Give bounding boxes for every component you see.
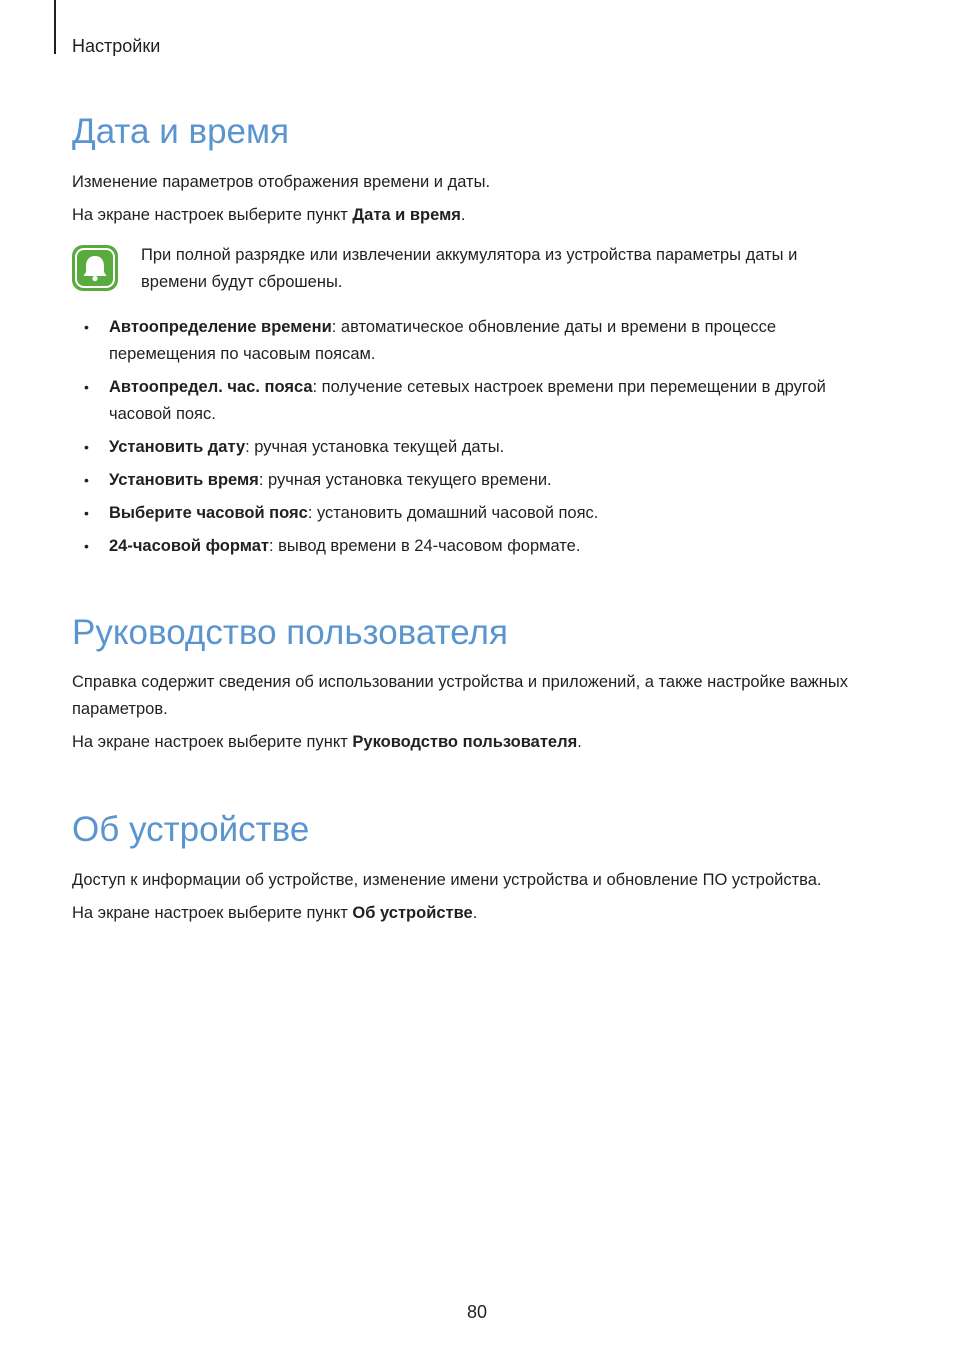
option-description: : вывод времени в 24-часовом формате. (269, 537, 581, 555)
option-item (72, 374, 882, 428)
note-text: При полной разрядке или извлечении аккумулятора из устройства параметры даты и времени будут сброшены. (141, 246, 798, 291)
instruction-target: Об устройстве (352, 904, 473, 922)
about-device-title: Об устройстве (72, 810, 310, 849)
option-item (72, 500, 882, 527)
option-item (72, 434, 882, 461)
instruction-prefix: На экране настроек выберите пункт (72, 904, 353, 922)
bullet-dot: • (84, 319, 89, 335)
about-device-instruction (72, 900, 882, 927)
option-item (72, 467, 882, 494)
option-description: : получение сетевых настроек времени при перемещении в другой часовой пояс. (109, 378, 826, 423)
option-name: Выберите часовой пояс (109, 504, 308, 522)
instruction-prefix: На экране настроек выберите пункт (72, 733, 353, 751)
option-item (72, 314, 882, 368)
instruction-suffix: . (472, 904, 478, 922)
bullet-dot: • (84, 538, 89, 554)
instruction-prefix: На экране настроек выберите пункт (72, 206, 353, 224)
instruction-suffix: . (460, 206, 466, 224)
bullet-dot: • (84, 472, 89, 488)
user-manual-intro: Справка содержит сведения об использовании устройства и приложений, а также настройке важных параметров. (72, 673, 848, 718)
option-description: : установить домашний часовой пояс. (307, 504, 599, 522)
margin-rule (54, 0, 56, 54)
option-name: Автоопределение времени (109, 318, 332, 336)
bullet-dot: • (84, 439, 89, 455)
date-time-title: Дата и время (72, 112, 290, 151)
option-item (72, 533, 882, 560)
user-manual-instruction (72, 729, 882, 756)
bullet-dot: • (84, 379, 89, 395)
instruction-suffix: . (577, 733, 582, 751)
option-name: Установить дату (109, 438, 246, 456)
option-name: Автоопредел. час. пояса (109, 378, 313, 396)
option-description: : ручная установка текущего времени. (258, 471, 552, 489)
instruction-target: Дата и время (352, 206, 461, 224)
bell-icon (72, 245, 118, 291)
option-description: : автоматическое обновление даты и времени в процессе перемещения по часовым поясам. (109, 318, 777, 363)
date-time-instruction (72, 202, 882, 229)
user-manual-title: Руководство пользователя (72, 613, 508, 652)
about-device-intro: Доступ к информации об устройстве, изменение имени устройства и обновление ПО устройства. (72, 871, 822, 889)
date-time-intro: Изменение параметров отображения времени и даты. (72, 173, 491, 191)
option-name: Установить время (109, 471, 259, 489)
options-list (72, 314, 882, 566)
page-number: 80 (466, 1302, 488, 1322)
running-header: Настройки (72, 36, 161, 56)
bullet-dot: • (84, 505, 89, 521)
option-name: 24-часовой формат (109, 537, 269, 555)
instruction-target: Руководство пользователя (352, 733, 578, 751)
option-description: : ручная установка текущей даты. (245, 438, 505, 456)
